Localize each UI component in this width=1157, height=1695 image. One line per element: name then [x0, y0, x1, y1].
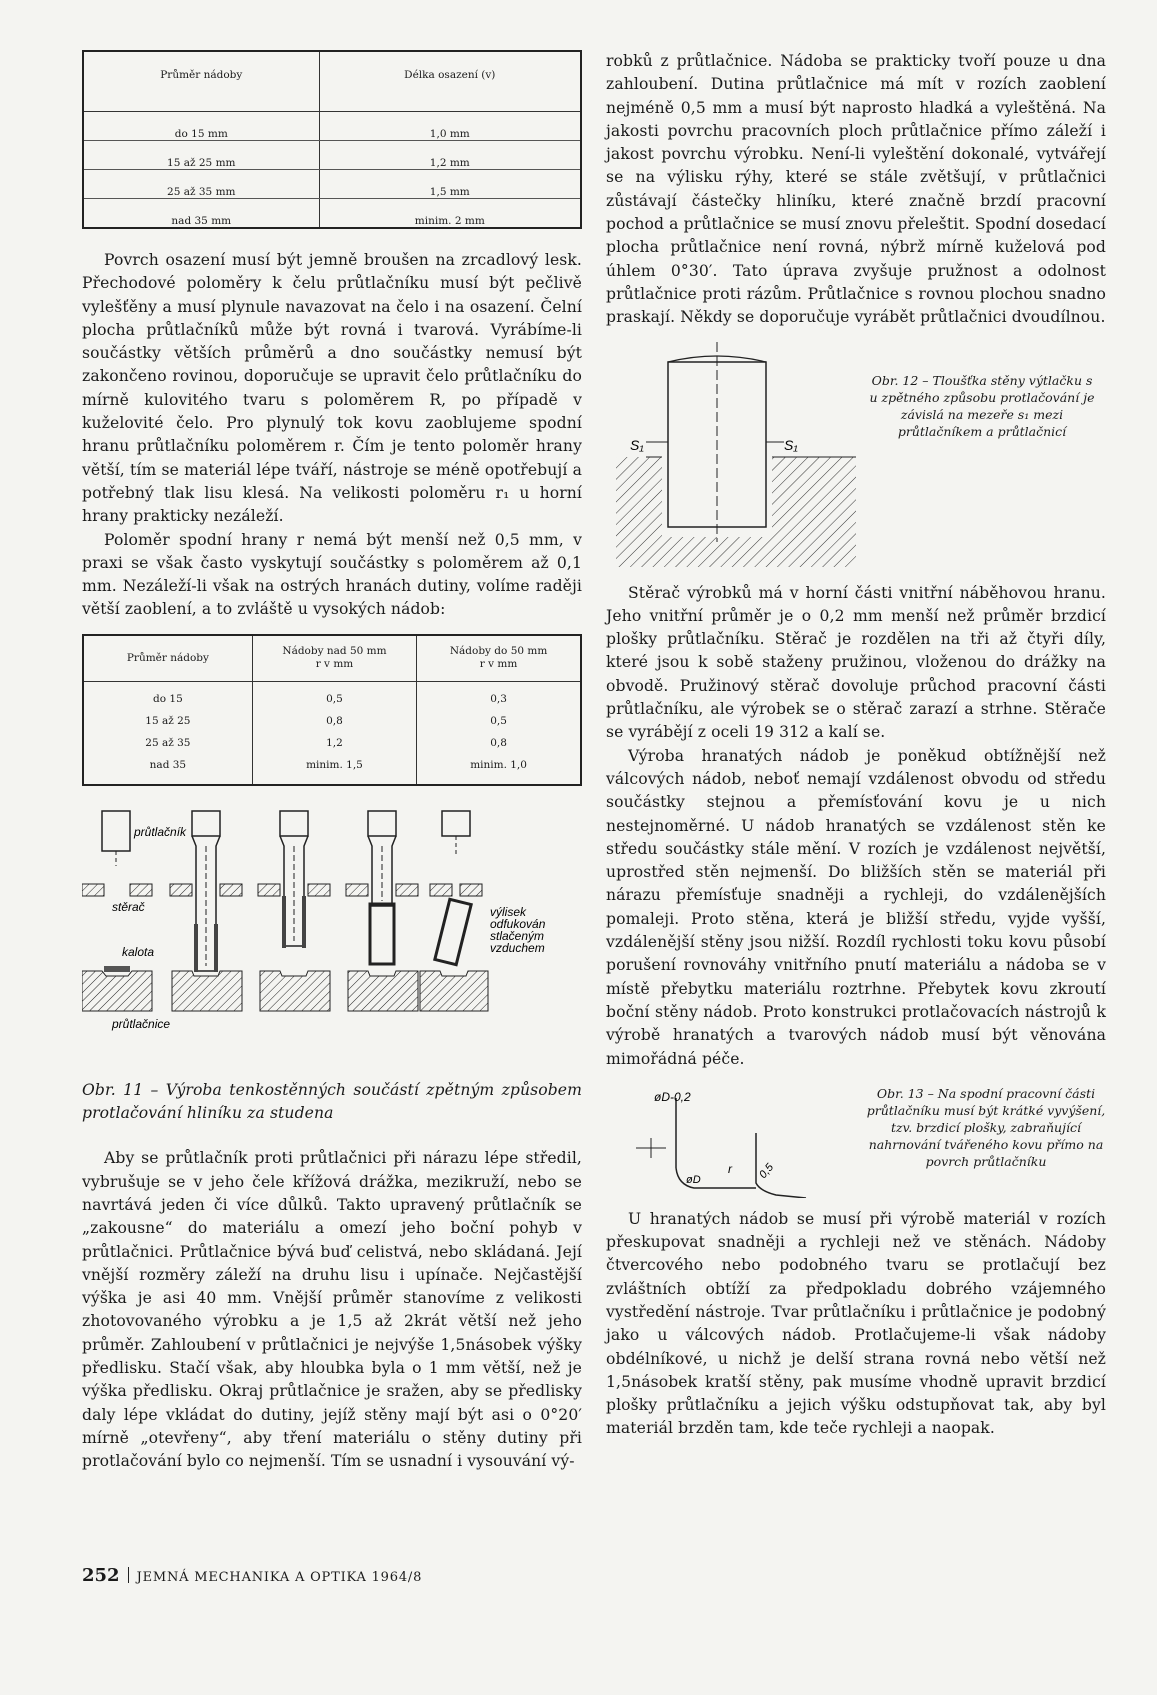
figure-13	[606, 1083, 1106, 1198]
punch-label: průtlačník	[134, 824, 187, 839]
table-cell: minim. 2 mm	[414, 215, 485, 227]
figure-11-caption: Obr. 11 – Výroba tenkostěnných součástí zpětným způsobem protlačování hliníku za studena	[82, 1080, 582, 1123]
extrusion-process-figure	[82, 806, 582, 1071]
table-header-cell: Nádoby do 50 mm r v mm	[417, 635, 581, 682]
container-length-table	[82, 50, 582, 229]
table-cell: nad 35 mm	[83, 199, 319, 229]
right-column	[606, 50, 1106, 1441]
table-cell: 15 až 25	[83, 710, 252, 732]
page-number: 252	[82, 1565, 120, 1586]
table-header-cell: Průměr nádoby	[83, 51, 319, 112]
table-cell: minim. 1,5	[252, 754, 416, 785]
table-cell: 0,3	[490, 692, 507, 705]
journal-name: JEMNÁ MECHANIKA A OPTIKA 1964/8	[136, 1570, 423, 1585]
table-cell: 25 až 35	[83, 732, 252, 754]
body-paragraph: U hranatých nádob se musí při výrobě materiál v rozích přeskupovat snadněji a rychleji než ve stěnách. Nádoby čtvercového nebo podobného tvaru se protlačují bez zvláštních obtíží za předpokladu dobrého vzájemného vystředění nástroje. Tvar průtlačníku i průtlačnice je podobný jako u válcových nádob. Protlačujeme-li však nádoby obdélníkové, u nichž je delší strana rovná nebo větší než 1,5násobek kratší stěny, pak musíme vhodně upravit brzdicí plošky průtlačníku a jejich výšku odstupňovat tak, aby byl materiál brzděn tam, kde teče rychleji a naopak.	[606, 1209, 1106, 1438]
table-row	[83, 170, 581, 199]
radius-table	[82, 634, 582, 786]
diameter-label: øD	[686, 1173, 701, 1186]
stage-3-drawing	[258, 811, 330, 1011]
table-cell: 0,8	[490, 736, 507, 749]
table-cell: 25 až 35 mm	[83, 170, 319, 199]
left-column	[82, 50, 582, 1474]
figure-12-caption: Obr. 12 – Tloušťka stěny výtlačku s u zpětného způsobu protlačování je závislá na mezeře s₁ mezi průtlačníkem a průtlačnicí	[869, 372, 1095, 439]
body-paragraph: Aby se průtlačník proti průtlačnici při nárazu lépe středil, vybrušuje se v jeho čele křížová drážka, mezikruží, nebo se navrtává jeden či více důlků. Takto upravený průtlačník se „zakousne“ do materiálu a omezí jeho boční pohyb v průtlačnici. Průtlačnice bývá buď celistvá, nebo skládaná. Její vnější rozměry záleží na druhu lisu i upínače. Nejčastější výška je asi 40 mm. Vnější průměr stanovíme z velikosti zhotovovaného výrobku a je 1,5 až 2krát větší než jeho průměr. Zahloubení v průtlačnici je nejvýše 1,5násobek výšky předlisku. Stačí však, aby hloubka byla o 1 mm větší, než je výška předlisku. Okraj průtlačnice je sražen, aby se předlisky daly lépe vkládat do dutiny, jejíž stěny mají být asi o 0°20′ mírně „otevřeny“, aby tření materiálu o stěny dutiny při protlačování bylo co nejmenší. Tím se usnadní i vysouvání vý-	[82, 1149, 582, 1471]
table-cell: 15 až 25 mm	[83, 141, 319, 170]
footer-divider	[128, 1567, 129, 1583]
stripper-label: stěrač	[112, 899, 145, 914]
table-cell: 0,8	[252, 710, 416, 732]
table-cell: nad 35	[83, 754, 252, 785]
punch-brake-land-figure	[606, 1083, 866, 1198]
table-cell: 0,5	[490, 714, 507, 727]
page-footer	[82, 1565, 422, 1586]
table-header-row	[83, 51, 581, 112]
body-paragraph: robků z průtlačnice. Nádoba se prakticky tvoří pouze u dna zahloubení. Dutina průtlačnice má mít v rozích zaoblení nejméně 0,5 mm a musí být naprosto hladká a vyleštěná. Na jakosti povrchu pracovních ploch průtlačnice přímo záleží i jakost povrchu výrobku. Není-li vyleštění dokonalé, vytvářejí se na výlisku rýhy, které se stále zvětšují, v průtlačnici zůstávají částečky hliníku, které značně brzdí pracovní pochod a průtlačnice se musí znovu přeleštit. Spodní dosedací plocha průtlačnice není rovná, nýbrž mírně kuželová pod úhlem 0°30′. Tato úprava zvyšuje pružnost a odolnost průtlačnice proti rázům. Průtlačnice s rovnou plochou snadno praskají. Někdy se doporučuje vyrábět průtlačnici dvoudílnou.	[606, 52, 1106, 327]
table-row	[83, 141, 581, 170]
table-header-cell: Délka osazení (v)	[319, 51, 581, 112]
table-row	[83, 681, 581, 710]
table-cell: 1,2	[252, 732, 416, 754]
die2-label: průtlačnice	[112, 1016, 171, 1031]
figure-13-caption: Obr. 13 – Na spodní pracovní části průtlačníku musí být krátké vyvýšení, tzv. brzdicí plošky, zabraňující nahrnování tvářeného kovu přímo na povrch průtlačníku	[866, 1085, 1106, 1169]
table-row	[83, 710, 581, 732]
stage-5-drawing	[420, 811, 488, 1011]
table-cell: minim. 1,0	[470, 758, 527, 771]
table-header-row	[83, 635, 581, 682]
ejected-label: výlisek odfukován stlačeným vzduchem	[490, 904, 546, 955]
table-row	[83, 199, 581, 229]
gap-label: S₁	[784, 436, 798, 453]
table-cell: do 15 mm	[83, 112, 319, 141]
punch-gap-figure	[606, 342, 866, 572]
radius-label: r	[728, 1161, 732, 1176]
table-row	[83, 112, 581, 141]
table-header-cell: Nádoby nad 50 mm r v mm	[252, 635, 416, 682]
table-cell: 0,5	[252, 681, 416, 710]
body-paragraph: Stěrač výrobků má v horní části vnitřní náběhovou hranu. Jeho vnitřní průměr je o 0,2 mm menší než průměr brzdicí plošky průtlačníku. Stěrač je rozdělen na tři až čtyři díly, které jsou k sobě staženy pružinou, vloženou do drážky na obvodě. Pružinový stěrač dovoluje průchod pracovní části průtlačníku, ale výrobek se o stěrač zarazí a strhne. Stěrače se vyrábějí z oceli 19 312 a kalí se.	[606, 583, 1106, 742]
table-cell: 1,5 mm	[319, 170, 581, 199]
table-cell: 1,0 mm	[319, 112, 581, 141]
body-paragraph: Povrch osazení musí být jemně broušen na zrcadlový lesk. Přechodové poloměry k čelu průtlačníku musí být pečlivě vylešťěny a musí plynule navazovat na čelo i na osazení. Čelní plocha průtlačníků může být rovná i tvarová. Vyrábíme-li součástky větších průměrů a dno součástky nemusí být zakončeno rovinou, doporučuje se upravit čelo průtlačníku do mírně kulovitého tvaru s poloměrem R, po případě v kuželovité čelo. Pro plynulý tok kovu zaoblujeme spodní hranu průtlačníku poloměrem r. Čím je tento poloměr hrany větší, tím se materiál lépe tváří, nástroje se méně opotřebují a potřebný tlak lisu klesá. Na velikosti poloměru r₁ u horní hrany prakticky nezáleží.	[82, 251, 582, 526]
table-header-cell: Průměr nádoby	[83, 635, 252, 682]
body-paragraph: Poloměr spodní hrany r nemá být menší než 0,5 mm, v praxi se však často vyskytují součástky s poloměrem až 0,1 mm. Nezáleží-li však na ostrých hranách dutiny, volíme raději větší zaoblení, a to zvláště u vysokých nádob:	[82, 530, 582, 619]
gap-label: S₁	[630, 436, 644, 453]
height-label: 0,5	[757, 1161, 777, 1181]
table-cell: do 15	[83, 681, 252, 710]
table-row	[83, 754, 581, 785]
die-label: kalota	[122, 944, 155, 959]
figure-12	[606, 342, 1106, 572]
body-paragraph: Výroba hranatých nádob je poněkud obtížnější než válcových nádob, neboť nemají vzdálenost obvodu od středu součástky stejnou a přemísťování kovu je u nich nestejnoměrné. U nádob hranatých se vzdálenost stěn ke středu součástky stále mění. V rozích je vzdálenost největší, uprostřed stěn nejmenší. Do bližších stěn se materiál při nárazu přemísťuje snadněji a rychleji, do vzdálenějších pomaleji. Proto stěna, která je bližší středu, vyjde vyšší, vzdálenější stěny jsou nižší. Rozdíl rychlosti toku kovu působí porušení rovnováhy vnitřního pnutí materiálu a nádoba se v místě přebytku materiálu roztrhne. Přebytek kovu zkroutí boční stěny nádob. Proto konstrukci protlačovacích nástrojů k výrobě hranatých a tvarových nádob musí být věnována mimořádná péče.	[606, 746, 1106, 1068]
stage-4-drawing	[346, 811, 418, 1011]
dimension-label: øD-0,2	[654, 1089, 691, 1104]
table-cell: 1,2 mm	[319, 141, 581, 170]
table-row	[83, 732, 581, 754]
stage-2-drawing	[170, 811, 242, 1011]
